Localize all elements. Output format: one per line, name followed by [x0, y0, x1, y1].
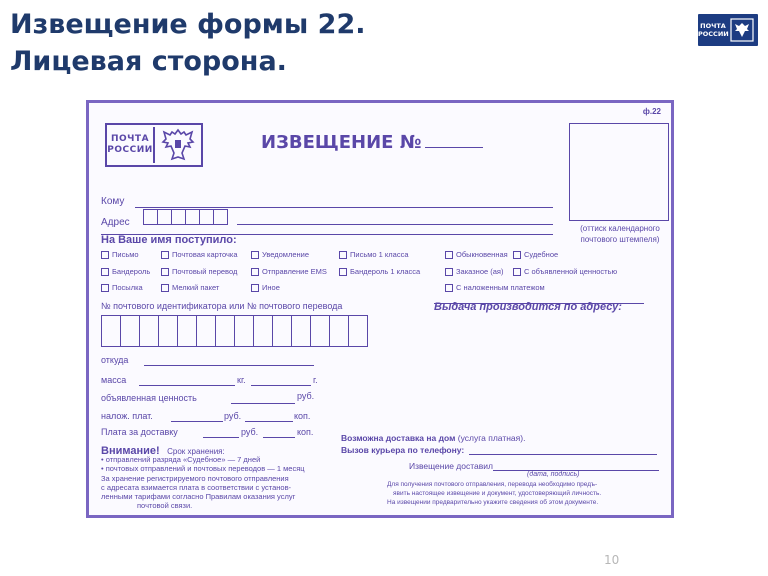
cod-rub-unit: руб. — [224, 411, 242, 421]
checkbox-small-packet[interactable]: Мелкий пакет — [161, 283, 219, 292]
received-heading: На Ваше имя поступило: — [101, 234, 237, 246]
mass-g-field[interactable] — [251, 385, 311, 386]
g-unit: г. — [313, 375, 318, 385]
delivered-label: Извещение доставил — [409, 461, 493, 471]
fee-kop-unit: коп. — [297, 427, 314, 437]
checkbox-declared-value[interactable]: С объявленной ценностью — [513, 267, 617, 276]
fee-rub-field[interactable] — [203, 437, 239, 438]
postmark-caption: (оттиск календарного почтового штемпеля) — [580, 224, 660, 244]
cod-rub-field[interactable] — [171, 421, 223, 422]
form-logo — [105, 123, 203, 167]
attention-label: Внимание! — [101, 445, 160, 457]
logo-text-2: РОССИИ — [698, 30, 729, 38]
form-logo-text-1: ПОЧТА — [110, 134, 150, 144]
storage-general: • почтовых отправлений и почтовых переводов — 1 месяц — [101, 464, 305, 473]
cod-label: налож. плат. — [101, 411, 153, 421]
storage-note-3: ленными тарифами согласно Правилам оказания услуг — [101, 492, 296, 501]
kg-unit: кг. — [237, 375, 246, 385]
logo-text-1: ПОЧТА — [700, 22, 726, 30]
identifier-label: № почтового идентификатора или № почтового перевода — [101, 301, 343, 311]
logo-divider — [153, 127, 155, 163]
fee-rub-unit: руб. — [241, 427, 259, 437]
footer-note — [387, 480, 601, 507]
checkbox-first-class-parcel[interactable]: Бандероль 1 класса — [339, 267, 420, 276]
slide-title — [10, 6, 366, 80]
home-delivery-text: Возможна доставка на дом — [341, 433, 456, 443]
checkbox-judicial[interactable]: Судебное — [513, 250, 558, 259]
storage-note-1: За хранение регистрируемого почтового отправления — [101, 474, 289, 483]
checkbox-package[interactable]: Посылка — [101, 283, 143, 292]
postcode-cells[interactable] — [143, 209, 227, 225]
identifier-cells[interactable] — [101, 315, 367, 347]
checkbox-registered[interactable]: Заказное (ая) — [445, 267, 503, 276]
delivery-address-label: Выдача производится по адресу: — [434, 301, 622, 313]
checkbox-money-transfer[interactable]: Почтовый перевод — [161, 267, 237, 276]
checkbox-ems[interactable]: Отправление EMS — [251, 267, 327, 276]
notice-title — [261, 132, 483, 153]
notice-number-field[interactable] — [425, 135, 483, 148]
mass-kg-field[interactable] — [139, 385, 235, 386]
checkbox-notification[interactable]: Уведомление — [251, 250, 309, 259]
storage-note-4: почтовой связи. — [137, 501, 193, 510]
date-sign-caption: (дата, подпись) — [527, 471, 580, 478]
checkbox-ordinary[interactable]: Обыкновенная — [445, 250, 508, 259]
from-label: откуда — [101, 355, 129, 365]
double-eagle-icon — [158, 126, 198, 164]
declared-value-field[interactable] — [231, 403, 295, 404]
cod-kop-unit: коп. — [294, 411, 311, 421]
footer-note-3: На извещении предварительно укажите сведения об этом документе. — [387, 499, 599, 506]
storage-judicial: • отправлений разряда «Судебное» — 7 дней — [101, 455, 261, 464]
to-label: Кому — [101, 196, 125, 207]
delivery-fee-label: Плата за доставку — [101, 427, 178, 437]
cod-kop-field[interactable] — [245, 421, 293, 422]
fee-kop-field[interactable] — [263, 437, 295, 438]
storage-note-2: с адресата взимается плата в соответствии с установ- — [101, 483, 292, 492]
postmark-box — [569, 123, 669, 221]
notice-title-text: ИЗВЕЩЕНИЕ № — [261, 132, 422, 153]
page-number: 10 — [604, 553, 620, 567]
checkbox-parcel-post[interactable]: Бандероль — [101, 267, 150, 276]
slide-title-line-1: Извещение формы 22. — [10, 9, 366, 40]
footer-note-2: явить настоящее извещение и документ, удостоверяющий личность. — [393, 490, 602, 497]
checkbox-cash-on-delivery[interactable]: С наложенным платежом — [445, 283, 545, 292]
address-label: Адрес — [101, 217, 130, 228]
checkbox-other[interactable]: Иное — [251, 283, 280, 292]
form-logo-text-2: РОССИИ — [107, 145, 153, 155]
mass-label: масса — [101, 375, 127, 385]
form-code: ф.22 — [642, 107, 661, 116]
address-field[interactable] — [237, 224, 553, 225]
delivery-address-underline — [434, 303, 644, 304]
slide-title-line-2: Лицевая сторона. — [10, 46, 287, 77]
from-field[interactable] — [144, 365, 314, 366]
declared-rub-unit: руб. — [297, 391, 315, 401]
eagle-icon — [730, 18, 754, 42]
home-delivery — [341, 433, 525, 443]
checkbox-first-class-letter[interactable]: Письмо 1 класса — [339, 250, 409, 259]
checkbox-postcard[interactable]: Почтовая карточка — [161, 250, 238, 259]
checkbox-letter[interactable]: Письмо — [101, 250, 139, 259]
home-delivery-paid: (услуга платная). — [457, 433, 526, 443]
footer-note-1: Для получения почтового отправления, перевода необходимо предъ- — [387, 481, 598, 488]
russian-post-logo — [698, 14, 758, 46]
courier-phone-field[interactable] — [469, 454, 657, 455]
declared-value-label: объявленная ценность — [101, 393, 197, 403]
to-field[interactable] — [135, 207, 553, 208]
courier-call-label: Вызов курьера по телефону: — [341, 445, 465, 455]
notice-form — [86, 100, 674, 518]
storage-label: Срок хранения: — [167, 447, 225, 456]
